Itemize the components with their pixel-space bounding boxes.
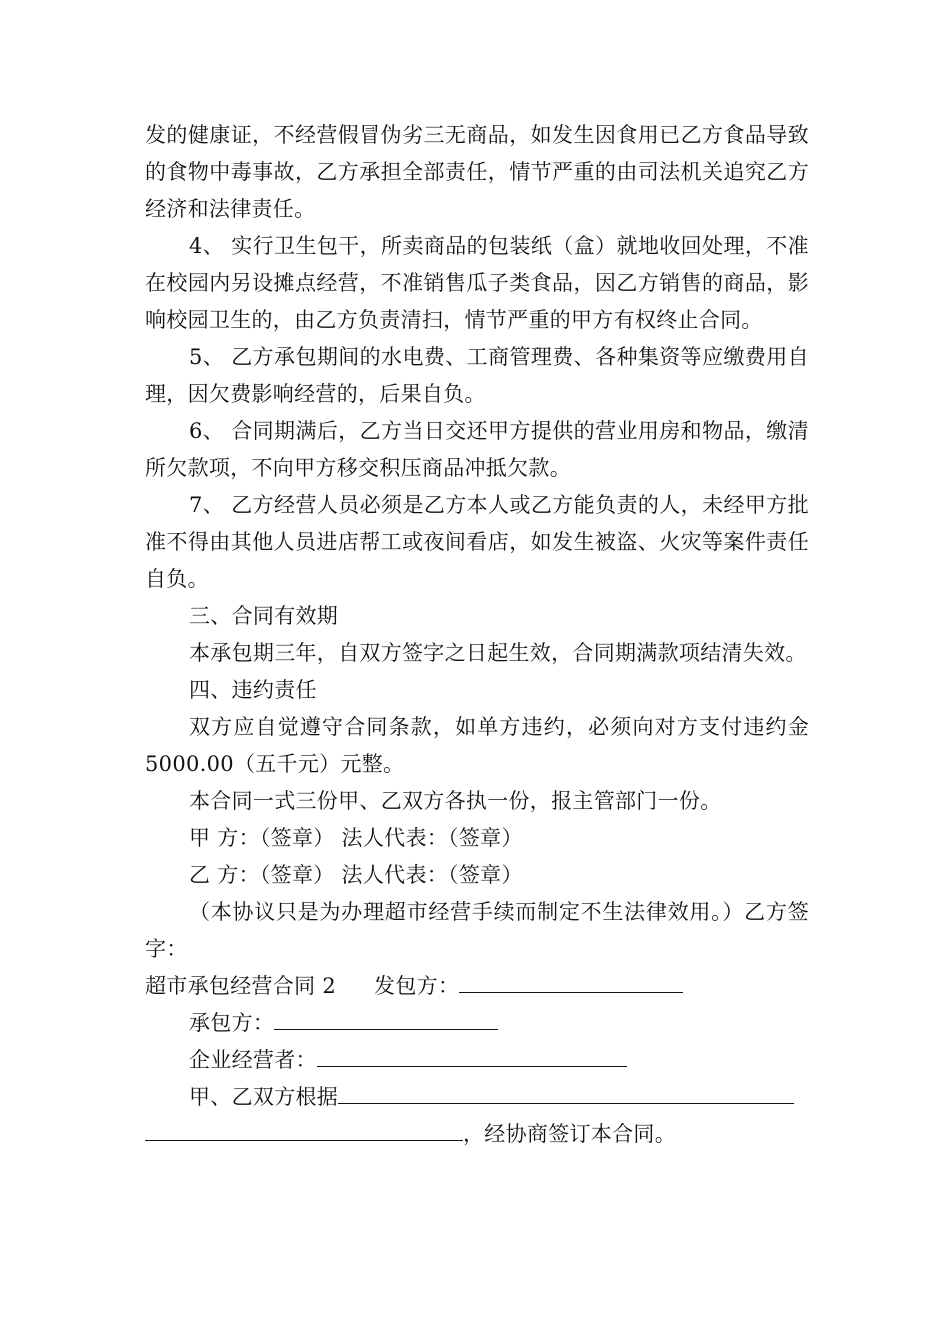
signature-party-a: 甲 方：（签章） 法人代表：（签章） bbox=[189, 826, 523, 850]
contract2-title: 超市承包经营合同 2 bbox=[145, 974, 337, 998]
contractor-blank[interactable] bbox=[459, 970, 683, 993]
copies-text: 本合同一式三份甲、乙双方各执一份，报主管部门一份。 bbox=[189, 789, 722, 813]
contractee-label: 承包方： bbox=[189, 1011, 275, 1035]
section-heading-validity: 三、合同有效期 bbox=[189, 604, 339, 628]
validity-text: 本承包期三年，自双方签字之日起生效，合同期满款项结清失效。 bbox=[189, 641, 807, 665]
contractee-blank[interactable] bbox=[274, 1007, 498, 1030]
signature-party-b: 乙 方：（签章） 法人代表：（签章） bbox=[189, 863, 523, 887]
basis-blank-1[interactable] bbox=[338, 1081, 794, 1104]
operator-row bbox=[145, 1042, 809, 1079]
agreement-note: （本协议只是为办理超市经营手续而制定不生法律效用。）乙方签字： bbox=[145, 900, 809, 961]
breach-text: 双方应自觉遵守合同条款，如单方违约，必须向对方支付违约金 5000.00（五千元）元整。 bbox=[145, 715, 809, 776]
operator-label: 企业经营者： bbox=[189, 1048, 317, 1072]
contractee-row bbox=[145, 1005, 809, 1042]
clause-5: 5、 乙方承包期间的水电费、工商管理费、各种集资等应缴费用自理，因欠费影响经营的，后果自负。 bbox=[145, 345, 809, 406]
section-heading-breach: 四、违约责任 bbox=[189, 678, 317, 702]
paragraph-health-certificate: 发的健康证，不经营假冒伪劣三无商品，如发生因食用已乙方食品导致的食物中毒事故，乙方承担全部责任，情节严重的由司法机关追究乙方经济和法律责任。 bbox=[145, 123, 809, 221]
clause-6: 6、 合同期满后，乙方当日交还甲方提供的营业用房和物品，缴清所欠款项，不向甲方移交积压商品冲抵欠款。 bbox=[145, 419, 809, 480]
basis-suffix: ，经协商签订本合同。 bbox=[463, 1122, 676, 1146]
basis-blank-2[interactable] bbox=[145, 1118, 463, 1141]
basis-row bbox=[145, 1079, 809, 1116]
basis-row-2 bbox=[145, 1116, 809, 1153]
contractor-label: 发包方： bbox=[374, 974, 460, 998]
clause-7: 7、 乙方经营人员必须是乙方本人或乙方能负责的人，未经甲方批准不得由其他人员进店帮工或夜间看店，如发生被盗、火灾等案件责任自负。 bbox=[145, 493, 809, 591]
operator-blank[interactable] bbox=[317, 1044, 627, 1067]
document-page bbox=[145, 117, 809, 1153]
basis-label: 甲、乙双方根据 bbox=[189, 1085, 339, 1109]
contract2-title-row bbox=[145, 968, 809, 1005]
clause-4: 4、 实行卫生包干，所卖商品的包装纸（盒）就地收回处理，不准在校园内另设摊点经营，不准销售瓜子类食品，因乙方销售的商品，影响校园卫生的，由乙方负责清扫，情节严重的甲方有权终止合同。 bbox=[145, 234, 809, 332]
